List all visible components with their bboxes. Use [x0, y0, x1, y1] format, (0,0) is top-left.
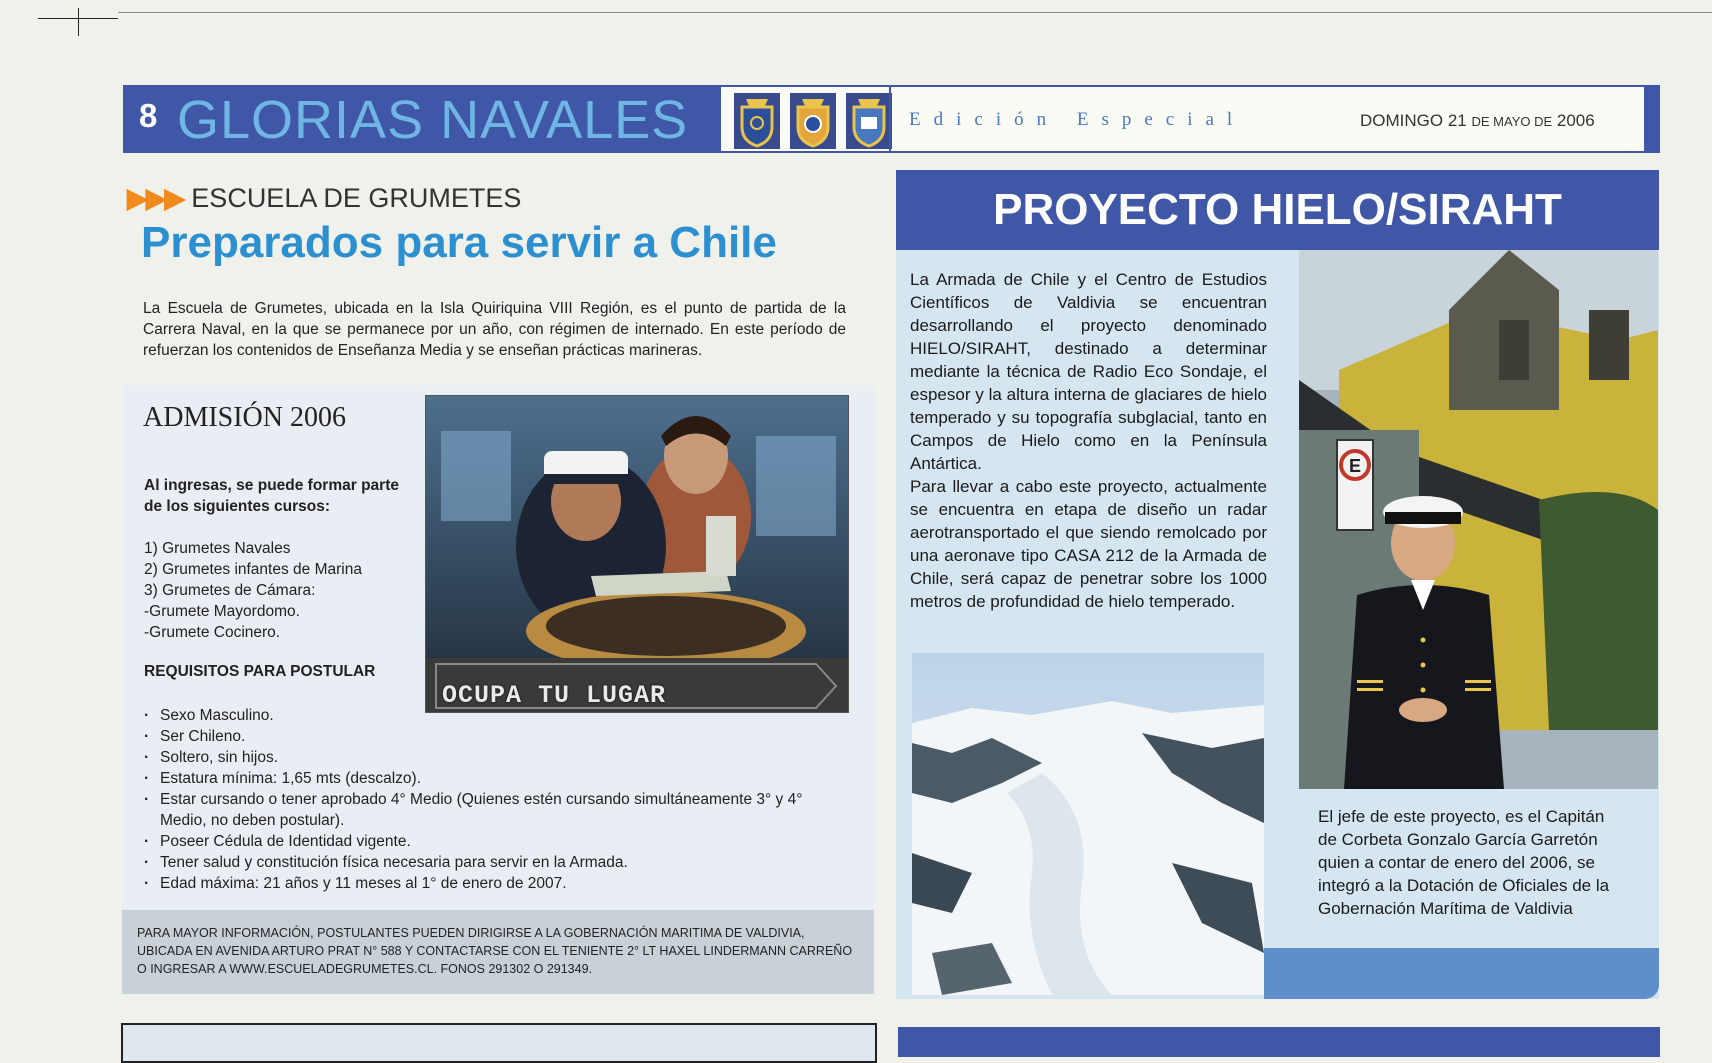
list-item: · Estar cursando o tener aprobado 4° Medio (Quienes estén cursando simultáneamente 3° y 4° Medio, no deben postular). — [144, 789, 844, 831]
triple-arrow-icon: ▶▶▶ — [127, 183, 184, 213]
date-month: DE MAYO DE — [1471, 114, 1553, 129]
crop-mark-vertical — [78, 8, 79, 36]
list-item: -Grumete Cocinero. — [144, 624, 281, 641]
glacier-illustration — [912, 653, 1264, 995]
navy-crest-icon — [790, 93, 836, 149]
project-body — [910, 268, 1267, 613]
navy-crest-icon — [846, 93, 892, 149]
list-item: · Ser Chileno. — [144, 726, 844, 747]
courses-list — [144, 538, 362, 643]
list-item: · Tener salud y constitución física necesaria para servir en la Armada. — [144, 852, 844, 873]
section-title: GLORIAS NAVALES — [177, 90, 689, 150]
edition-label: Edición Especial — [909, 109, 1246, 130]
officer-illustration — [1299, 250, 1658, 789]
list-item: · Poseer Cédula de Identidad vigente. — [144, 831, 844, 852]
article-lead: La Escuela de Grumetes, ubicada en la Isla Quiriquina VIII Región, es el punto de partida de la Carrera Naval, en la que se permanece por un año, con régimen de internado. En este período de refuerzan los contenidos de Enseñanza Media y se enseñan prácticas marineras. — [143, 300, 846, 359]
project-paragraph: La Armada de Chile y el Centro de Estudios Científicos de Valdivia se encuentran desarrollando el proyecto denominado HIELO/SIRAHT, destinado a determinar mediante la técnica de Radio Eco Sondaje, el espesor y la altura interna de glaciares de hielo temperado y su topografía subglacial, tanto en Campos de Hielo como en la Península Antártica. — [910, 270, 1267, 473]
contact-info: PARA MAYOR INFORMACIÓN, POSTULANTES PUEDEN DIRIGIRSE A LA GOBERNACIÓN MARITIMA DE VALDIVIA, UBICADA EN AVENIDA ARTURO PRAT N° 588 Y CONTACTARSE CON EL TENIENTE 2° LT HAXEL LINDERMANN CARREÑO O INGRESAR A WWW.ESCUELADEGRUMETES.CL. FONOS 291302 O 291349. — [137, 926, 853, 976]
article-kicker — [127, 183, 521, 214]
next-article-bar — [898, 1027, 1660, 1057]
list-item: · Estatura mínima: 1,65 mts (descalzo). — [144, 768, 844, 789]
masthead — [123, 85, 1660, 153]
masthead-end-bar — [1644, 87, 1658, 151]
glacier-photo — [912, 653, 1264, 995]
date-year: 2006 — [1556, 111, 1595, 130]
next-article-box — [121, 1023, 877, 1063]
panel-accent-strip — [1264, 948, 1659, 999]
list-item: 1) Grumetes Navales — [144, 540, 291, 557]
list-item: -Grumete Mayordomo. — [144, 603, 300, 620]
photo-slogan: OCUPA TU LUGAR — [442, 681, 667, 710]
page-number: 8 — [139, 97, 158, 134]
page-top-rule — [118, 12, 1712, 13]
masthead-divider — [889, 87, 891, 151]
admission-title: ADMISIÓN 2006 — [143, 402, 346, 433]
officer-caption: El jefe de este proyecto, es el Capitán de Corbeta Gonzalo García Garretón quien a contar de enero del 2006, se integró a la Dotación de Oficiales de la Gobernación Marítima de Valdivia — [1318, 807, 1610, 918]
cadets-photo-illustration — [426, 396, 849, 713]
requirements-list — [144, 705, 844, 894]
list-item: 3) Grumetes de Cámara: — [144, 582, 316, 599]
project-title: PROYECTO HIELO/SIRAHT — [993, 185, 1562, 234]
requirements-title: REQUISITOS PARA POSTULAR — [144, 663, 376, 680]
date-day: DOMINGO 21 — [1360, 111, 1467, 130]
cadets-photo — [425, 395, 849, 713]
list-item: · Soltero, sin hijos. — [144, 747, 844, 768]
svg-text:E: E — [1349, 456, 1362, 476]
navy-crest-icon — [734, 93, 780, 149]
issue-date — [1360, 111, 1595, 131]
officer-photo — [1299, 250, 1658, 789]
list-item: · Sexo Masculino. — [144, 705, 844, 726]
list-item: 2) Grumetes infantes de Marina — [144, 561, 362, 578]
project-paragraph: Para llevar a cabo este proyecto, actualmente se encuentra en etapa de diseño un radar aerotransportado el que siendo remolcado por una aeronave tipo CASA 212 de la Armada de Chile, será capaz de penetrar sobre los 1000 metros de profundidad de hielo temperado. — [910, 477, 1267, 611]
article-headline: Preparados para servir a Chile — [141, 218, 777, 267]
admission-intro: Al ingresas, se puede formar parte de los siguientes cursos: — [144, 477, 399, 515]
kicker-text: ESCUELA DE GRUMETES — [191, 183, 522, 213]
list-item: · Edad máxima: 21 años y 11 meses al 1° de enero de 2007. — [144, 873, 844, 894]
